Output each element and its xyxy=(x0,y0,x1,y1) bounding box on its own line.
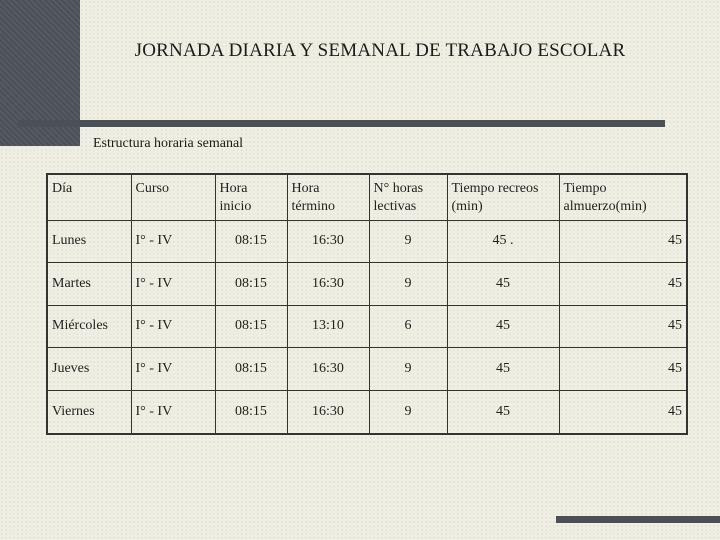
table-row xyxy=(47,390,687,434)
table-cell: 08:15 xyxy=(215,263,287,306)
table-cell: I° - IV xyxy=(131,390,215,434)
header-cell: Hora inicio xyxy=(215,174,287,220)
table-cell: 45 xyxy=(447,348,559,391)
table-row xyxy=(47,263,687,306)
table-cell: 9 xyxy=(369,348,447,391)
header-cell: N° horas lectivas xyxy=(369,174,447,220)
table-cell: Viernes xyxy=(47,390,131,434)
decorative-bottom-bar xyxy=(556,516,720,523)
table-cell: I° - IV xyxy=(131,348,215,391)
page-subtitle: Estructura horaria semanal xyxy=(93,136,244,151)
table-cell: I° - IV xyxy=(131,305,215,348)
table-cell: Jueves xyxy=(47,348,131,391)
table-cell: 08:15 xyxy=(215,390,287,434)
table-cell: Martes xyxy=(47,263,131,306)
table-cell: 45 xyxy=(447,263,559,306)
table-cell: 08:15 xyxy=(215,220,287,263)
table-cell: 45 xyxy=(447,305,559,348)
table-cell: 45 xyxy=(447,390,559,434)
table-cell: 45 xyxy=(559,390,687,434)
decorative-top-bar xyxy=(18,120,665,127)
table-cell: 16:30 xyxy=(287,390,369,434)
table-cell: 45 xyxy=(559,305,687,348)
schedule-table xyxy=(46,173,688,435)
header-cell: Tiempo almuerzo(min) xyxy=(559,174,687,220)
table-cell: 45 . xyxy=(447,220,559,263)
table-cell: 9 xyxy=(369,220,447,263)
table-cell: 45 xyxy=(559,348,687,391)
table-cell: 16:30 xyxy=(287,263,369,306)
table-cell: 08:15 xyxy=(215,305,287,348)
table-row xyxy=(47,305,687,348)
table-cell: 08:15 xyxy=(215,348,287,391)
table-cell: I° - IV xyxy=(131,220,215,263)
table-cell: 45 xyxy=(559,220,687,263)
header-cell: Día xyxy=(47,174,131,220)
page-title: JORNADA DIARIA Y SEMANAL DE TRABAJO ESCOLAR xyxy=(134,40,626,61)
table-cell: 13:10 xyxy=(287,305,369,348)
table-row xyxy=(47,348,687,391)
table-cell: Lunes xyxy=(47,220,131,263)
table-cell: I° - IV xyxy=(131,263,215,306)
table-cell: 6 xyxy=(369,305,447,348)
table-row xyxy=(47,220,687,263)
table-cell: 16:30 xyxy=(287,348,369,391)
table-cell: 16:30 xyxy=(287,220,369,263)
table-cell: Miércoles xyxy=(47,305,131,348)
header-cell: Curso xyxy=(131,174,215,220)
table-header-row xyxy=(47,174,687,220)
table-cell: 9 xyxy=(369,263,447,306)
table-cell: 45 xyxy=(559,263,687,306)
header-cell: Hora término xyxy=(287,174,369,220)
table-cell: 9 xyxy=(369,390,447,434)
header-cell: Tiempo recreos (min) xyxy=(447,174,559,220)
